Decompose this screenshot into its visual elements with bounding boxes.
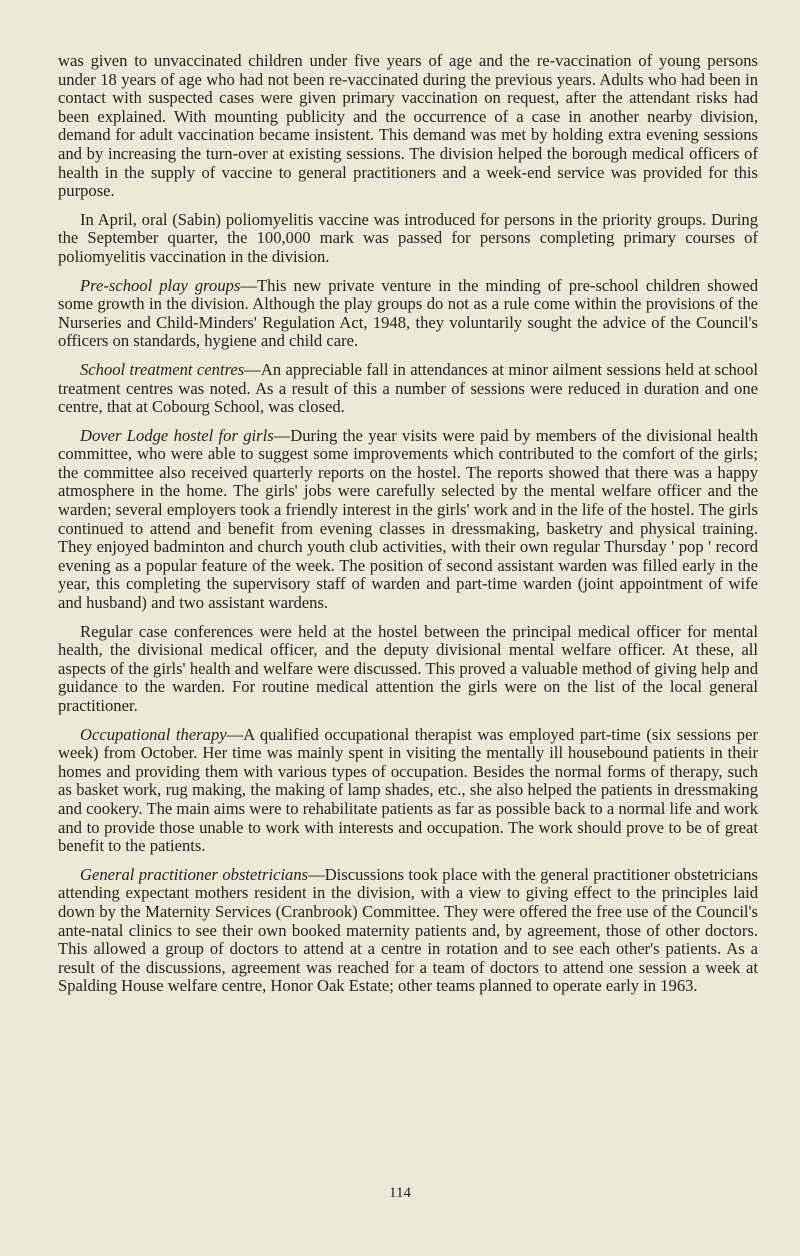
paragraph-case-conferences xyxy=(58,623,758,716)
paragraph-text: —A qualified occupational therapist was employed part-time (six sessions per week) from October. Her time was mainly spent in visiting the mentally ill housebound patients in their homes and providing them with various types of occupation. Besides the normal forms of therapy, such as basket work, rug making, the making of lamp shades, etc., she also helped the patients in dressmaking and cookery. The main aims were to rehabilitate patients as far as possible back to a normal life and work and to provide those unable to work with interests and occupation. The work should prove to be of great benefit to the patients. xyxy=(58,724,758,856)
paragraph-vaccination-continued xyxy=(58,52,758,201)
section-heading: Dover Lodge hostel for girls xyxy=(80,425,274,445)
page-number: 114 xyxy=(389,1185,411,1201)
paragraph-text: Regular case conferences were held at the hostel between the principal medical officer for mental health, the divisional medical officer, and the deputy divisional mental welfare officer. At these, all aspects of the girls' health and welfare were discussed. This proved a valuable method of giving help and guidance to the warden. For routine medical attention the girls were on the list of the local general practitioner. xyxy=(58,621,758,715)
paragraph-text: was given to unvaccinated children under five years of age and the re-vaccination of young persons under 18 years of age who had not been re-vaccinated during the previous years. Adults who had been in contact with suspected cases were given primary vaccination on request, after the attendant risks had been explained. With mounting publicity and the occurrence of a case in another nearby division, demand for adult vaccination became insistent. This demand was met by holding extra evening sessions and by increasing the turn-over at existing sessions. The division helped the borough medical officers of health in the supply of vaccine to general practitioners and a week-end service was provided for this purpose. xyxy=(58,51,758,201)
section-heading: Occupational therapy xyxy=(80,724,227,744)
paragraph-oral-polio-vaccine xyxy=(58,211,758,267)
paragraph-text: —This new private venture in the minding of pre-school children showed some growth in the division. Although the play groups do not as a rule come within the provisions of the Nurseries and Child-Minders' Regulation Act, 1948, they voluntarily sought the advice of the Council's officers on standards, hygiene and child care. xyxy=(58,275,758,351)
section-heading: Pre-school play groups xyxy=(80,275,241,295)
section-heading: General practitioner obstetricians xyxy=(80,864,309,884)
paragraph-text: In April, oral (Sabin) poliomyelitis vaccine was introduced for persons in the priority groups. During the September quarter, the 100,000 mark was passed for persons completing primary courses of poliomyelitis vaccination in the division. xyxy=(58,209,758,266)
paragraph-text: —During the year visits were paid by members of the divisional health committee, who were able to suggest some improvements which contributed to the comfort of the girls; the committee also received quarterly reports on the hostel. The reports showed that there was a happy atmosphere in the home. The girls' jobs were carefully selected by the mental welfare officer and the warden; several employers took a friendly interest in the girls' work and in the life of the hostel. The girls continued to attend and benefit from evening classes in dressmaking, basketry and physical training. They enjoyed badminton and church youth club activities, with their own regular Thursday ' pop ' record evening as a popular feature of the week. The position of second assistant warden was filled early in the year, this completing the supervisory staff of warden and part-time warden (joint appointment of wife and husband) and two assistant wardens. xyxy=(58,425,758,613)
paragraph-gp-obstetricians xyxy=(58,866,758,996)
paragraph-pre-school-play-groups xyxy=(58,277,758,351)
paragraph-occupational-therapy xyxy=(58,726,758,856)
paragraph-school-treatment-centres xyxy=(58,361,758,417)
paragraph-dover-lodge-hostel xyxy=(58,427,758,613)
paragraph-text: —An appreciable fall in attendances at minor ailment sessions held at school treatment centres was noted. As a result of this a number of sessions were reduced in duration and one centre, that at Cobourg School, was closed. xyxy=(58,359,759,417)
section-heading: School treatment centres xyxy=(80,359,245,379)
paragraph-text: —Discussions took place with the general practitioner obstetricians attending expectant mothers resident in the division, with a view to giving effect to the principles laid down by the Maternity Services (Cranbrook) Committee. They were offered the free use of the Council's ante-natal clinics to see their own booked maternity patients and, by agreement, those of other doctors. This allowed a group of doctors to attend at a centre in rotation and to see each other's patients. As a result of the discussions, agreement was reached for a team of doctors to attend one session a week at Spalding House welfare centre, Honor Oak Estate; other teams planned to operate early in 1963. xyxy=(58,864,758,996)
